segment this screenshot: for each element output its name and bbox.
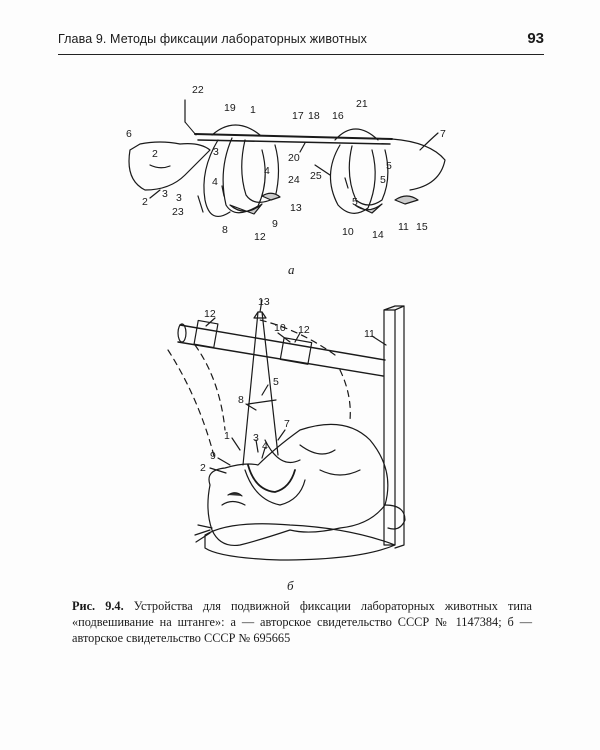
callout: 2 [142, 196, 148, 208]
callout: 12 [254, 231, 266, 243]
caption-text: Устройства для подвижной фиксации лабораторных животных типа «подвешивание на штанге»: а — авторское свидетельство СССР № 1147384; б — авторское свидетельство СССР № 695665 [72, 599, 532, 645]
callout: 1 [250, 104, 256, 116]
figure-a-callouts [0, 0, 600, 260]
callout: 9 [210, 450, 216, 462]
figure-b-sublabel: б [287, 578, 294, 593]
callout: 5 [380, 174, 386, 186]
callout: 5 [273, 376, 279, 388]
callout: 3 [176, 192, 182, 204]
callout: 22 [192, 84, 204, 96]
callout: 8 [222, 224, 228, 236]
callout: 7 [440, 128, 446, 140]
callout: 13 [258, 296, 270, 308]
callout: 17 [292, 110, 304, 122]
callout: 3 [162, 188, 168, 200]
callout: 8 [238, 394, 244, 406]
callout: 3 [213, 146, 219, 158]
callout: 1 [224, 430, 230, 442]
callout: 19 [224, 102, 236, 114]
figure-a-sublabel: а [288, 262, 295, 277]
callout: 11 [398, 221, 409, 233]
callout: 23 [172, 206, 184, 218]
callout: 10 [274, 322, 286, 334]
callout: 7 [284, 418, 290, 430]
callout: 3 [253, 432, 259, 444]
callout: 18 [308, 110, 320, 122]
callout: 13 [290, 202, 302, 214]
callout: 10 [342, 226, 354, 238]
callout: 16 [332, 110, 344, 122]
callout: 24 [288, 174, 300, 186]
callout: 4 [262, 440, 268, 452]
callout: 25 [310, 170, 322, 182]
callout: 4 [264, 165, 270, 177]
chapter-title: Глава 9. Методы фиксации лабораторных животных [58, 32, 367, 46]
callout: 20 [288, 152, 300, 164]
callout: 4 [212, 176, 218, 188]
page-number: 93 [527, 30, 544, 47]
caption-label: Рис. 9.4. [72, 599, 124, 613]
callout: 12 [204, 308, 216, 320]
callout: 5 [352, 196, 358, 208]
callout: 9 [272, 218, 278, 230]
figure-caption [72, 598, 532, 646]
callout: 21 [356, 98, 368, 110]
callout: 2 [200, 462, 206, 474]
callout: 15 [416, 221, 428, 233]
figure-b-callouts [0, 280, 600, 580]
callout: 14 [372, 229, 384, 241]
callout: 5 [386, 160, 392, 172]
callout: 11 [364, 328, 375, 340]
callout: 2 [152, 148, 158, 160]
callout: 12 [298, 324, 310, 336]
callout: 6 [126, 128, 132, 140]
